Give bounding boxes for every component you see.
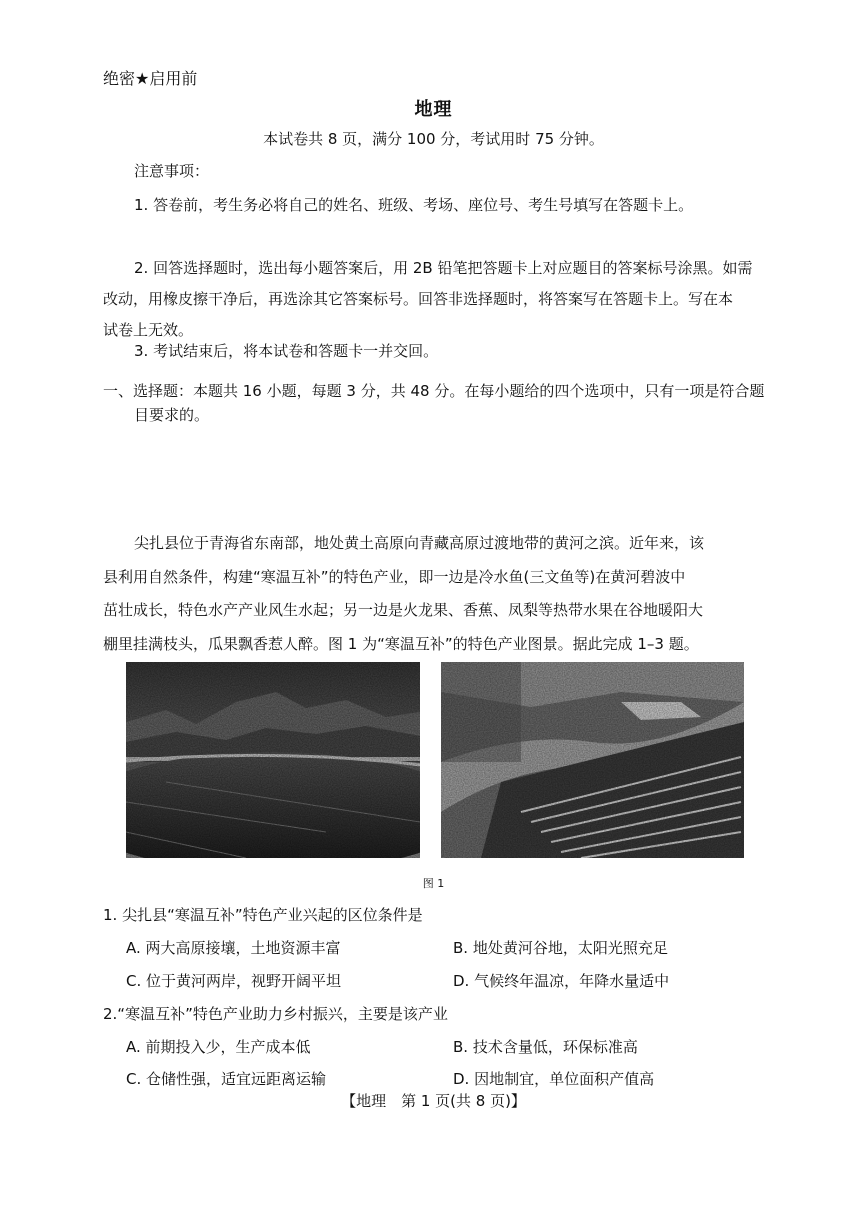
notice-item-3: 3. 考试结束后，将本试卷和答题卡一并交回。 <box>134 342 439 360</box>
section-heading-line-1: 一、选择题：本题共 16 小题，每题 3 分，共 48 分。在每小题给的四个选项中，只有一项是符合题 <box>103 382 765 400</box>
notice-item-2-line-1: 2. 回答选择题时，选出每小题答案后，用 2B 铅笔把答题卡上对应题目的答案标号涂黑。如需 <box>134 259 753 277</box>
fish-farm-photo <box>126 662 420 858</box>
section-heading-line-2: 目要求的。 <box>134 406 210 424</box>
notice-item-2-line-3: 试卷上无效。 <box>103 321 194 339</box>
page-footer: 【地理 第 1 页(共 8 页)】 <box>341 1092 526 1110</box>
question-1-option-d: D. 气候终年温凉，年降水量适中 <box>453 972 670 990</box>
question-1-option-a: A. 两大高原接壤，土地资源丰富 <box>126 939 341 957</box>
passage-line-2: 县利用自然条件，构建“寒温互补”的特色产业，即一边是冷水鱼(三文鱼等)在黄河碧波中 <box>103 568 686 586</box>
question-1-option-c: C. 位于黄河两岸，视野开阔平坦 <box>126 972 342 990</box>
page-title: 地理 <box>414 99 453 120</box>
question-2-option-b: B. 技术含量低，环保标准高 <box>453 1038 638 1056</box>
confidential-label: 绝密★启用前 <box>103 69 198 88</box>
question-2-option-d: D. 因地制宜，单位面积产值高 <box>453 1070 655 1088</box>
passage-line-3: 茁壮成长，特色水产产业风生水起；另一边是火龙果、香蕉、凤梨等热带水果在谷地暖阳大 <box>103 601 704 619</box>
question-1-option-b: B. 地处黄河谷地，太阳光照充足 <box>453 939 668 957</box>
exam-info: 本试卷共 8 页，满分 100 分，考试用时 75 分钟。 <box>263 130 604 148</box>
question-2-stem: 2.“寒温互补”特色产业助力乡村振兴，主要是该产业 <box>103 1005 448 1023</box>
notice-item-1: 1. 答卷前，考生务必将自己的姓名、班级、考场、座位号、考生号填写在答题卡上。 <box>134 196 694 214</box>
figure-caption: 图 1 <box>422 877 445 890</box>
passage-line-4: 棚里挂满枝头，瓜果飘香惹人醉。图 1 为“寒温互补”的特色产业图景。据此完成 1–3 题。 <box>103 635 699 653</box>
question-1-stem: 1. 尖扎县“寒温互补”特色产业兴起的区位条件是 <box>103 906 423 924</box>
notice-item-2-line-2: 改动，用橡皮擦干净后，再选涂其它答案标号。回答非选择题时，将答案写在答题卡上。写在本 <box>103 290 734 308</box>
question-2-option-a: A. 前期投入少，生产成本低 <box>126 1038 311 1056</box>
notice-heading: 注意事项： <box>134 162 210 180</box>
question-2-option-c: C. 仓储性强，适宜远距离运输 <box>126 1070 327 1088</box>
passage-line-1: 尖扎县位于青海省东南部，地处黄土高原向青藏高原过渡地带的黄河之滨。近年来，该 <box>134 534 705 552</box>
greenhouse-valley-photo <box>441 662 744 858</box>
